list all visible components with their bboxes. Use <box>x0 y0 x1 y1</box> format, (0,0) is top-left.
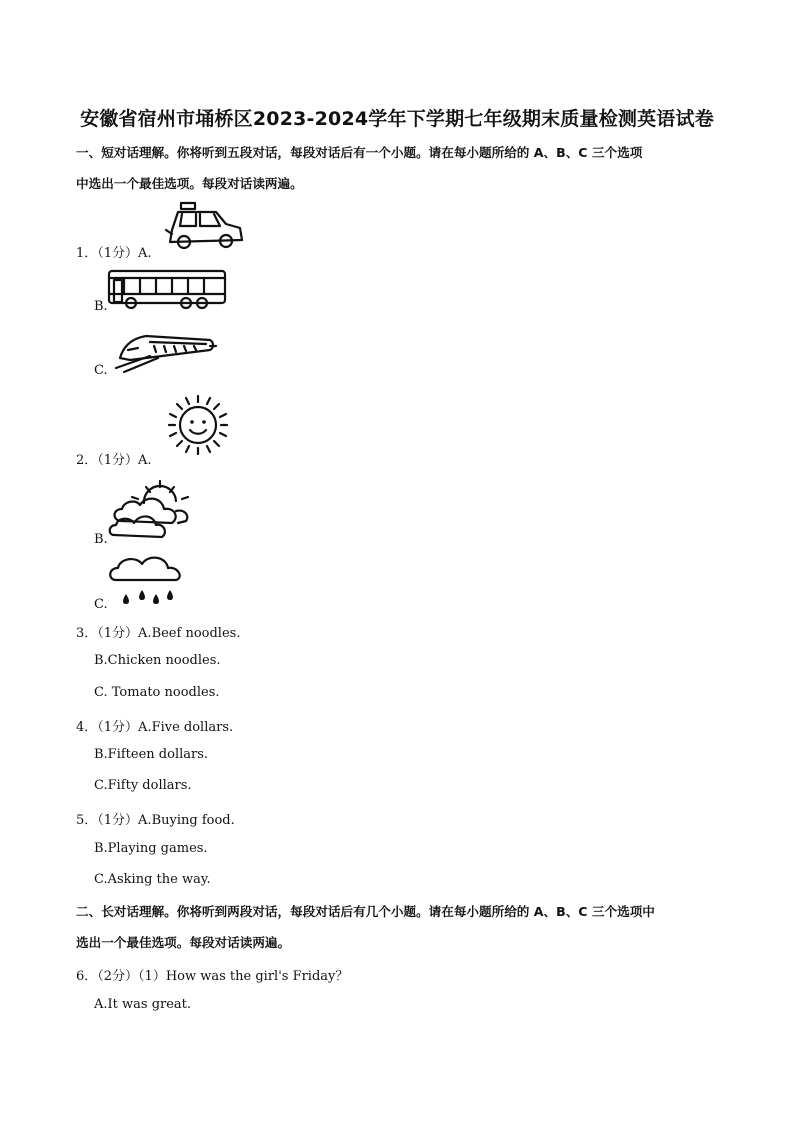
rainy-icon <box>106 552 186 608</box>
q1-option-c-label: C. <box>94 363 108 378</box>
taxi-icon <box>164 200 246 252</box>
q1-option-b-label: B. <box>94 299 108 314</box>
q4-option-c: C.Fifty dollars. <box>94 778 192 793</box>
bus-icon <box>106 268 228 310</box>
q6-label: 6．（2分）（1）How was the girl's Friday？ <box>76 969 349 984</box>
section1-heading-line1: 一、短对话理解。你将听到五段对话，每段对话后有一个小题。请在每小题所给的 A、B、C 三个选项 <box>76 145 643 160</box>
q4-label: 4．（1分）A.Five dollars. <box>76 720 234 735</box>
section2-heading-line1: 二、长对话理解。你将听到两段对话，每段对话后有几个小题。请在每小题所给的 A、B、C 三个选项中 <box>76 904 655 919</box>
section1-heading <box>76 137 724 199</box>
page-title: 安徽省宿州市埇桥区2023-2024学年下学期七年级期末质量检测英语试卷 <box>80 108 714 130</box>
q3-label: 3．（1分）A.Beef noodles. <box>76 626 241 641</box>
section2-heading-line2: 选出一个最佳选项。每段对话读两遍。 <box>76 935 291 950</box>
q3-option-c: C. Tomato noodles. <box>94 685 220 700</box>
train-icon <box>110 330 220 374</box>
section2-heading <box>76 896 724 958</box>
sunny-icon <box>164 392 232 458</box>
section1-heading-line2: 中选出一个最佳选项。每段对话读两遍。 <box>76 176 303 191</box>
q6-option-a: A.It was great. <box>94 997 192 1012</box>
q2-option-b-label: B. <box>94 532 108 547</box>
q5-option-b: B.Playing games. <box>94 841 208 856</box>
q5-label: 5．（1分）A.Buying food. <box>76 813 235 828</box>
q5-option-c: C.Asking the way. <box>94 872 211 887</box>
q1-label: 1．（1分）A. <box>76 246 152 261</box>
cloudy-icon <box>106 477 196 541</box>
q3-option-b: B.Chicken noodles. <box>94 653 221 668</box>
q4-option-b: B.Fifteen dollars. <box>94 747 209 762</box>
q2-label: 2．（1分）A. <box>76 453 152 468</box>
q2-option-c-label: C. <box>94 597 108 612</box>
